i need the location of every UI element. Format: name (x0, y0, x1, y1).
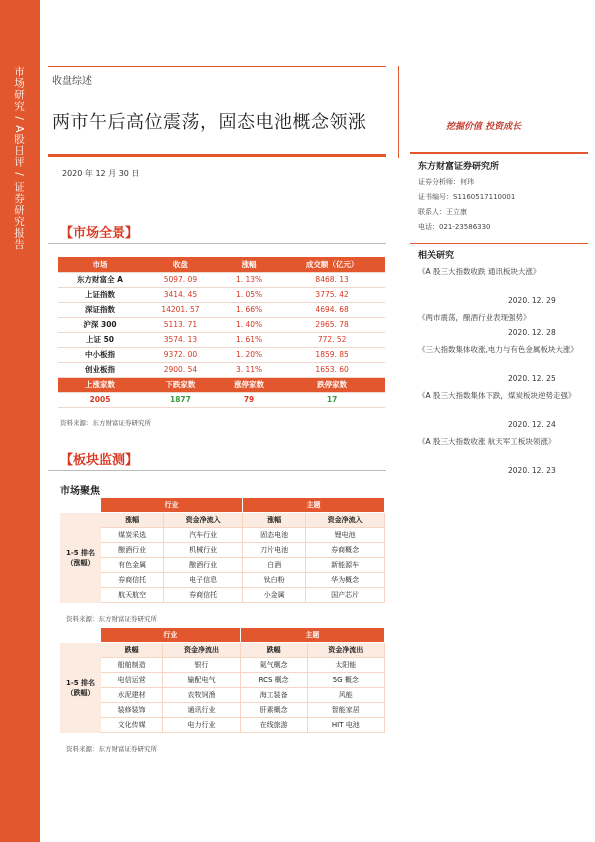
market-table (58, 257, 385, 408)
cell: 1. 61% (219, 332, 279, 347)
column-header: 涨幅 (101, 513, 164, 528)
limit-down-count: 17 (279, 392, 385, 407)
section-divider (48, 470, 386, 471)
table-row (61, 588, 385, 603)
related-research-title: 相关研究 (418, 251, 455, 261)
limit-up-count: 79 (219, 392, 279, 407)
cell: 5097. 09 (142, 272, 219, 287)
cell: 1. 40% (219, 317, 279, 332)
cell: 机械行业 (164, 543, 243, 558)
market-source: 资料来源：东方财富证券研究所 (60, 419, 151, 427)
cell: 上证指数 (58, 287, 142, 302)
cell: 券商信托 (101, 573, 164, 588)
table-row (58, 302, 385, 317)
sidebar-label: 市场研究 / A股日评 / 证券研究报告 (13, 66, 25, 251)
cell: RCS 概念 (240, 673, 307, 688)
cell: 9372. 00 (142, 347, 219, 362)
table-row (58, 362, 385, 377)
related-item[interactable]: 《三大指数集体收涨,电力与有色金属板块大涨》 (418, 345, 578, 354)
title-divider (48, 154, 386, 157)
cell: 水泥建材 (101, 688, 163, 703)
cell: 上证 50 (58, 332, 142, 347)
sidebar (0, 0, 40, 842)
top-losers-table (60, 627, 385, 733)
cell: 4694. 68 (279, 302, 385, 317)
group-header: 主题 (242, 498, 384, 513)
column-header: 资金净流出 (163, 643, 240, 658)
slogan: 挖掘价值 投资成长 (446, 122, 522, 132)
cell: 电信运营 (101, 673, 163, 688)
column-header: 跌幅 (240, 643, 307, 658)
cell: 1859. 85 (279, 347, 385, 362)
table-row (61, 688, 385, 703)
cell: 银行 (163, 658, 240, 673)
cell: 1. 66% (219, 302, 279, 317)
cell: 东方财富全 A (58, 272, 142, 287)
cell: 3. 11% (219, 362, 279, 377)
cell: 1. 05% (219, 287, 279, 302)
related-item[interactable]: 《两市震荡，酿酒行业表现强势》 (418, 313, 531, 322)
cell: 1. 13% (219, 272, 279, 287)
cell: 通讯行业 (163, 703, 240, 718)
table-row (61, 673, 385, 688)
cell: 固态电池 (242, 528, 305, 543)
report-date: 2020 年 12 月 30 日 (62, 169, 140, 178)
cell: 3414. 45 (142, 287, 219, 302)
group-header: 行业 (101, 628, 241, 643)
table-row (58, 332, 385, 347)
column-header: 收盘 (142, 257, 219, 272)
cell: 1653. 60 (279, 362, 385, 377)
report-title: 两市午后高位震荡，固态电池概念领涨 (52, 112, 367, 133)
table-row (61, 528, 385, 543)
cell: 刀片电池 (242, 543, 305, 558)
contact-person: 联系人：王立康 (418, 208, 467, 216)
cell: 在线旅游 (240, 718, 307, 733)
related-item[interactable]: 《A 股三大指数收涨 航天军工板块领涨》 (418, 437, 556, 446)
cell: 2900. 54 (142, 362, 219, 377)
rank-label: 1-5 排名（跌幅） (61, 643, 101, 733)
table-row (61, 573, 385, 588)
header-vertical-divider (398, 66, 399, 158)
related-item[interactable]: 《A 股三大指数集体下跌，煤炭板块逆势走强》 (418, 391, 576, 400)
column-header: 涨幅 (219, 257, 279, 272)
cell: 3574. 13 (142, 332, 219, 347)
cell: 5113. 71 (142, 317, 219, 332)
cell: 航天航空 (101, 588, 164, 603)
cell: 白酒 (242, 558, 305, 573)
cell: 1. 20% (219, 347, 279, 362)
declining-count: 1877 (142, 392, 219, 407)
column-header: 涨停家数 (219, 377, 279, 392)
column-header: 成交额（亿元） (279, 257, 385, 272)
analyst-name: 证券分析师：何玮 (418, 178, 474, 186)
cell: 新能源车 (306, 558, 385, 573)
table-row (58, 347, 385, 362)
related-date: 2020. 12. 29 (508, 296, 556, 305)
market-focus-label: 市场聚焦 (60, 486, 100, 497)
company-name: 东方财富证券研究所 (418, 162, 500, 172)
table-row (58, 392, 385, 407)
losers-source: 资料来源：东方财富证券研究所 (66, 745, 157, 753)
cell: 券商信托 (164, 588, 243, 603)
section-divider (48, 243, 386, 244)
certificate-number: 证书编号：S1160517110001 (418, 193, 516, 201)
related-date: 2020. 12. 23 (508, 466, 556, 475)
cell: 有色金属 (101, 558, 164, 573)
cell: 券商概念 (306, 543, 385, 558)
cell: 5G 概念 (307, 673, 384, 688)
cell: 太阳能 (307, 658, 384, 673)
column-header: 下跌家数 (142, 377, 219, 392)
cell: 8468. 13 (279, 272, 385, 287)
phone-number: 电话：021-23586330 (418, 223, 491, 231)
cell: 电子信息 (164, 573, 243, 588)
market-section-title: 【市场全景】 (60, 226, 139, 241)
cell: 输配电气 (163, 673, 240, 688)
advancing-count: 2005 (58, 392, 142, 407)
column-header: 涨幅 (242, 513, 305, 528)
report-category: 收盘综述 (52, 76, 92, 87)
cell: 氦气概念 (240, 658, 307, 673)
cell: 海工装备 (240, 688, 307, 703)
table-row (58, 272, 385, 287)
cell: 创业板指 (58, 362, 142, 377)
cell: 智能家居 (307, 703, 384, 718)
cell: 钛白粉 (242, 573, 305, 588)
cell: 电力行业 (163, 718, 240, 733)
column-header: 跌停家数 (279, 377, 385, 392)
column-header: 资金净流入 (164, 513, 243, 528)
cell: 沪深 300 (58, 317, 142, 332)
related-item[interactable]: 《A 股三大指数收跌 通讯板块大涨》 (418, 267, 541, 276)
cell: 风能 (307, 688, 384, 703)
related-date: 2020. 12. 24 (508, 420, 556, 429)
gainers-source: 资料来源：东方财富证券研究所 (66, 615, 157, 623)
cell: 国产芯片 (306, 588, 385, 603)
table-row (61, 558, 385, 573)
column-header: 资金净流出 (307, 643, 384, 658)
group-header: 主题 (240, 628, 384, 643)
table-row (58, 317, 385, 332)
rank-label: 1-5 排名（涨幅） (61, 513, 101, 603)
table-row (61, 718, 385, 733)
cell: 中小板指 (58, 347, 142, 362)
cell: 2965. 78 (279, 317, 385, 332)
cell: 肝素概念 (240, 703, 307, 718)
cell: 船舶制造 (101, 658, 163, 673)
related-date: 2020. 12. 28 (508, 328, 556, 337)
column-header: 跌幅 (101, 643, 163, 658)
group-header: 行业 (101, 498, 243, 513)
cell: 煤炭采选 (101, 528, 164, 543)
cell: 酿酒行业 (164, 558, 243, 573)
table-row (58, 287, 385, 302)
cell: 装修装饰 (101, 703, 163, 718)
related-date: 2020. 12. 25 (508, 374, 556, 383)
column-header: 市场 (58, 257, 142, 272)
cell: 3775. 42 (279, 287, 385, 302)
column-header: 资金净流入 (306, 513, 385, 528)
cell: HIT 电池 (307, 718, 384, 733)
cell: 14201. 57 (142, 302, 219, 317)
cell: 锂电池 (306, 528, 385, 543)
cell: 小金属 (242, 588, 305, 603)
column-header: 上涨家数 (58, 377, 142, 392)
cell: 酿酒行业 (101, 543, 164, 558)
cell: 农牧饲渔 (163, 688, 240, 703)
table-row (61, 543, 385, 558)
table-row (61, 658, 385, 673)
cell: 772. 52 (279, 332, 385, 347)
right-divider-top (410, 152, 588, 154)
header-divider (48, 66, 386, 67)
table-row (61, 703, 385, 718)
cell: 汽车行业 (164, 528, 243, 543)
cell: 华为概念 (306, 573, 385, 588)
right-divider-bottom (410, 243, 588, 244)
sector-section-title: 【板块监测】 (60, 453, 139, 468)
top-gainers-table (60, 497, 385, 603)
cell: 深证指数 (58, 302, 142, 317)
cell: 文化传媒 (101, 718, 163, 733)
